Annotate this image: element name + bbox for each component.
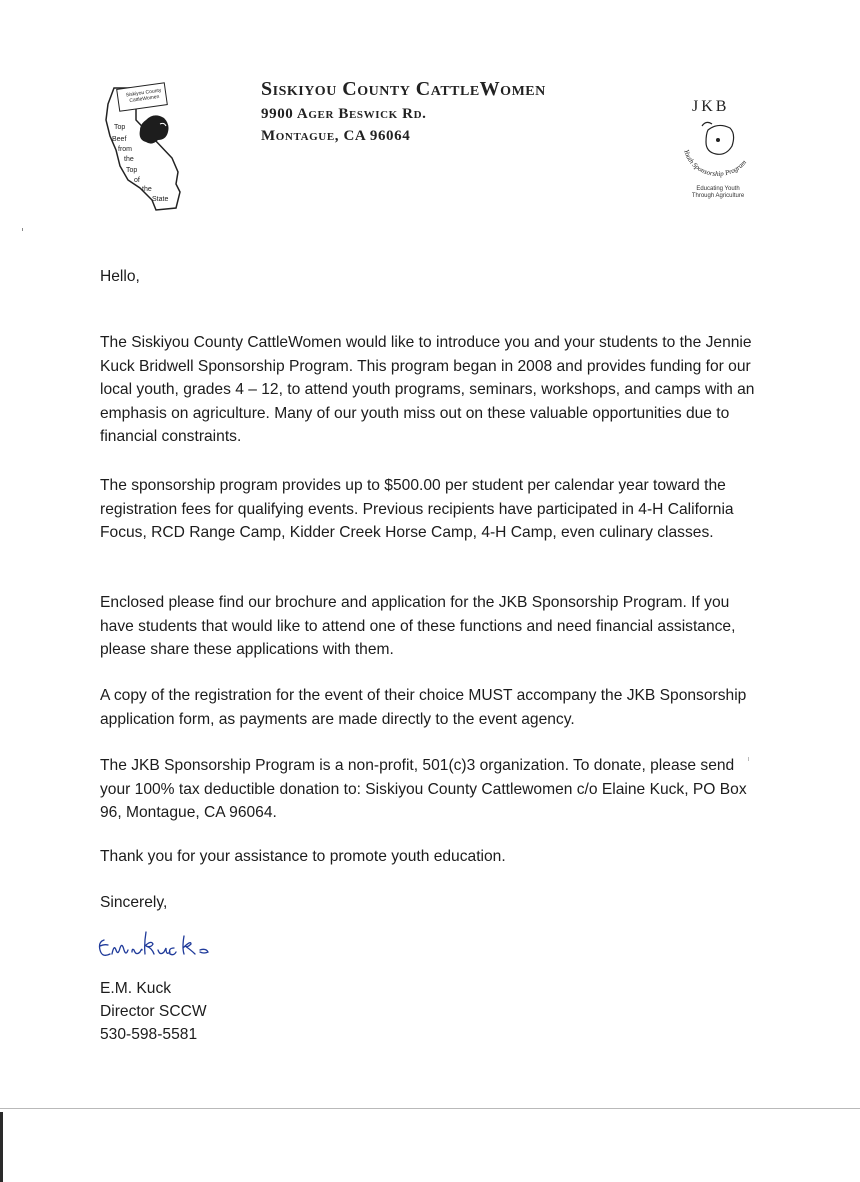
- paragraph-introduction: The Siskiyou County CattleWomen would like to introduce you and your students to the Jennie Kuck Bridwell Sponsorship Program. This program began in 2008 and provides funding for our local youth, grades 4 – 12, to attend youth programs, seminars, workshops, and camps with an emphasis on agriculture. Many of our youth miss out on these valuable opportunities due to financial constraints.: [100, 334, 755, 445]
- signer-phone: 530-598-5581: [100, 1026, 198, 1043]
- jkb-tagline-line-1: Educating Youth: [696, 186, 740, 192]
- signer-title: Director SCCW: [100, 1003, 207, 1020]
- paragraph-registration-requirement: A copy of the registration for the event of their choice MUST accompany the JKB Sponsorship application form, as payments are made directly to the event agency.: [100, 687, 747, 728]
- scan-mark: [22, 228, 23, 231]
- closing: Sincerely,: [100, 894, 168, 911]
- organization-name: Siskiyou County CattleWomen: [261, 78, 546, 100]
- address-line-1: 9900 Ager Beswick Rd.: [261, 106, 427, 122]
- logo-tagline-word: State: [152, 196, 169, 203]
- jkb-ring-text: Youth Sponsorship Program: [682, 148, 749, 179]
- address-line-2: Montague, CA 96064: [261, 128, 411, 144]
- jkb-tagline-line-2: Through Agriculture: [691, 193, 745, 199]
- jkb-logo: [672, 96, 764, 206]
- paragraph-enclosed-brochure: Enclosed please find our brochure and application for the JKB Sponsorship Program. If you have students that would like to attend one of these functions and need financial assistance, please share these applications with them.: [100, 594, 736, 658]
- handwritten-signature: [96, 926, 226, 966]
- logo-tagline-word: Top: [126, 167, 138, 174]
- logo-tagline-word: of: [134, 177, 140, 184]
- thank-you-line: Thank you for your assistance to promote youth education.: [100, 848, 506, 865]
- logo-tagline-word: the: [124, 156, 134, 163]
- jkb-logo-title: JKB: [692, 98, 730, 115]
- paragraph-donation-info: The JKB Sponsorship Program is a non-profit, 501(c)3 organization. To donate, please send your 100% tax deductible donation to: Siskiyou County Cattlewomen c/o Elaine Kuck, PO Box 96, Montague, CA 96064.: [100, 757, 747, 821]
- greeting: Hello,: [100, 268, 140, 285]
- jkb-ring-icon: [672, 116, 764, 188]
- signer-name: E.M. Kuck: [100, 980, 172, 997]
- logo-badge-text: Siskiyou County CattleWomen: [125, 87, 162, 105]
- scan-edge-shadow: [0, 1112, 3, 1182]
- svg-text:Youth Sponsorship Program: [682, 149, 748, 178]
- logo-tagline-word: the: [142, 186, 152, 193]
- logo-tagline-word: Beef: [112, 136, 127, 143]
- logo-tagline-word: from: [118, 146, 132, 153]
- scan-mark: [748, 757, 749, 761]
- jkb-tagline: [678, 186, 758, 200]
- california-logo: [96, 80, 186, 220]
- paragraph-sponsorship-details: The sponsorship program provides up to $500.00 per student per calendar year toward the registration fees for qualifying events. Previous recipients have participated in 4-H California Focus, RCD Range Camp, Kidder Creek Horse Camp, 4-H Camp, even culinary classes.: [100, 477, 734, 541]
- logo-tagline-word: Top: [114, 124, 126, 131]
- page-edge-divider: [0, 1108, 860, 1109]
